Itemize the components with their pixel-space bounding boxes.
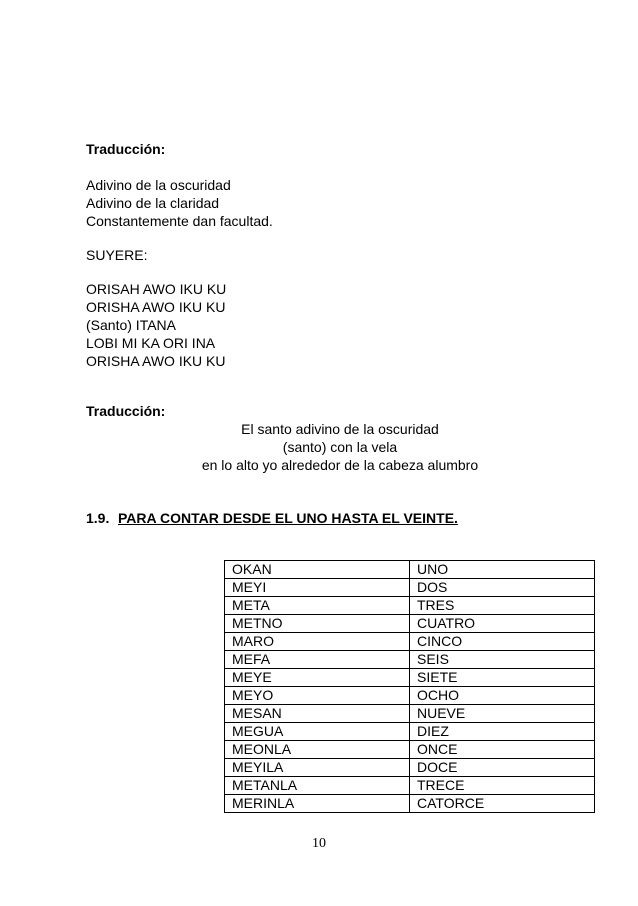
table-row xyxy=(225,615,595,633)
table-row xyxy=(225,705,595,723)
table-row xyxy=(225,597,595,615)
spanish-number-cell: TRES xyxy=(410,597,595,615)
spanish-number-cell: DIEZ xyxy=(410,723,595,741)
table-row xyxy=(225,795,595,813)
table-row xyxy=(225,633,595,651)
yoruba-number-cell: MEFA xyxy=(225,651,410,669)
yoruba-number-cell: MEGUA xyxy=(225,723,410,741)
spanish-number-cell: NUEVE xyxy=(410,705,595,723)
spanish-number-cell: SIETE xyxy=(410,669,595,687)
yoruba-number-cell: MEYILA xyxy=(225,759,410,777)
translation-line: Adivino de la claridad xyxy=(86,195,220,211)
suyere-line: ORISHA AWO IKU KU xyxy=(86,353,226,369)
table-row xyxy=(225,669,595,687)
translation-line: Constantemente dan facultad. xyxy=(86,213,273,229)
spanish-number-cell: DOCE xyxy=(410,759,595,777)
translation-heading: Traducción: xyxy=(86,141,166,157)
numbers-table-body xyxy=(225,561,595,813)
yoruba-number-cell: OKAN xyxy=(225,561,410,579)
translation-line: Adivino de la oscuridad xyxy=(86,177,231,193)
suyere-line: (Santo) ITANA xyxy=(86,317,176,333)
translation-line: (santo) con la vela xyxy=(282,439,398,455)
suyere-line: ORISAH AWO IKU KU xyxy=(86,281,227,297)
spanish-number-cell: SEIS xyxy=(410,651,595,669)
numbers-table xyxy=(224,560,595,813)
spanish-number-cell: CUATRO xyxy=(410,615,595,633)
table-row xyxy=(225,741,595,759)
spanish-number-cell: UNO xyxy=(410,561,595,579)
yoruba-number-cell: METANLA xyxy=(225,777,410,795)
spanish-number-cell: OCHO xyxy=(410,687,595,705)
table-row xyxy=(225,777,595,795)
translation-line: en lo alto yo alrededor de la cabeza alumbro xyxy=(201,457,479,473)
spanish-number-cell: DOS xyxy=(410,579,595,597)
yoruba-number-cell: MEONLA xyxy=(225,741,410,759)
yoruba-number-cell: MERINLA xyxy=(225,795,410,813)
table-row xyxy=(225,723,595,741)
table-row xyxy=(225,561,595,579)
yoruba-number-cell: META xyxy=(225,597,410,615)
table-row xyxy=(225,687,595,705)
table-row xyxy=(225,651,595,669)
table-row xyxy=(225,579,595,597)
suyere-line: ORISHA AWO IKU KU xyxy=(86,299,226,315)
yoruba-number-cell: METNO xyxy=(225,615,410,633)
translation-line: El santo adivino de la oscuridad xyxy=(241,421,439,437)
section-number: 1.9. xyxy=(86,510,110,526)
yoruba-number-cell: MARO xyxy=(225,633,410,651)
suyere-line: LOBI MI KA ORI INA xyxy=(86,335,216,351)
translation-heading: Traducción: xyxy=(86,403,166,419)
yoruba-number-cell: MEYO xyxy=(225,687,410,705)
spanish-number-cell: CINCO xyxy=(410,633,595,651)
spanish-number-cell: CATORCE xyxy=(410,795,595,813)
spanish-number-cell: ONCE xyxy=(410,741,595,759)
yoruba-number-cell: MEYE xyxy=(225,669,410,687)
page-number: 10 xyxy=(312,836,326,851)
table-row xyxy=(225,759,595,777)
yoruba-number-cell: MESAN xyxy=(225,705,410,723)
spanish-number-cell: TRECE xyxy=(410,777,595,795)
suyere-heading: SUYERE: xyxy=(86,247,148,263)
section-title: PARA CONTAR DESDE EL UNO HASTA EL VEINTE. xyxy=(118,510,458,526)
yoruba-number-cell: MEYI xyxy=(225,579,410,597)
